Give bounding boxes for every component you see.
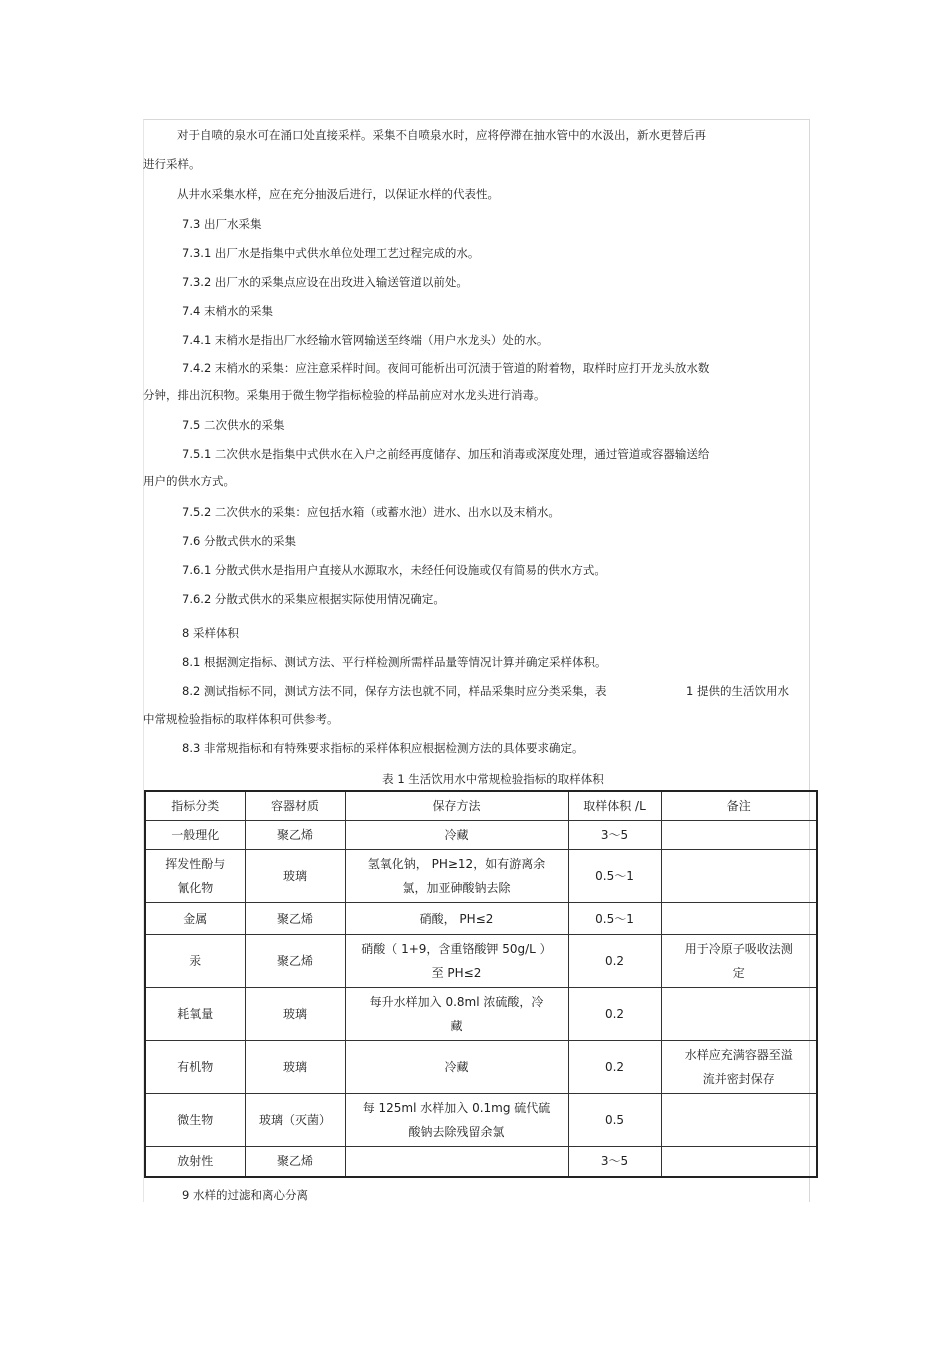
cell-category xyxy=(145,1094,245,1147)
cell-note xyxy=(661,821,817,850)
cell-category-line: 一般理化 xyxy=(171,828,220,842)
paragraph-spring-water: 对于自喷的泉水可在涌口处直接采样。采集不自喷泉水时，应将停滞在抽水管中的水汲出，新水更替后再 xyxy=(177,128,706,142)
heading-7-3: 7.3 出厂水采集 xyxy=(182,217,262,231)
cell-category-line: 金属 xyxy=(183,911,208,926)
cell-method-line: 每升水样加入 0.8ml 浓硫酸，冷 xyxy=(369,995,544,1009)
cell-note-line: 定 xyxy=(732,966,745,980)
cell-category xyxy=(145,988,245,1041)
paragraph-7-3-2: 7.3.2 出厂水的采集点应设在出玫进入输送管道以前处。 xyxy=(182,275,468,289)
paragraph-well-water: 从井水采集水样，应在充分抽汲后进行，以保证水样的代表性。 xyxy=(177,187,499,201)
paragraph-8-2-tail: 1 提供的生活饮用水 xyxy=(686,684,789,698)
cell-category-line: 挥发性酚与 xyxy=(165,857,226,871)
cell-container: 聚乙烯 xyxy=(245,821,345,850)
cell-note xyxy=(661,1094,817,1147)
paragraph-7-3-1: 7.3.1 出厂水是指集中式供水单位处理工艺过程完成的水。 xyxy=(182,246,480,260)
cell-note xyxy=(661,903,817,935)
cell-category-line: 有机物 xyxy=(177,1060,214,1074)
cell-method-line: 氢氧化钠， PH≥12，如有游离余 xyxy=(367,857,546,871)
cell-volume: 0.2 xyxy=(568,1041,661,1094)
cell-note-line: 水样应充满容器至溢 xyxy=(684,1048,793,1062)
cell-note-line: 流并密封保存 xyxy=(702,1072,775,1086)
cell-container: 聚乙烯 xyxy=(245,903,345,935)
paragraph-spring-water-cont: 进行采样。 xyxy=(143,157,201,171)
cell-category-line: 汞 xyxy=(189,954,202,968)
table-caption: 表 1 生活饮用水中常规检验指标的取样体积 xyxy=(382,772,604,786)
cell-method xyxy=(345,821,568,850)
heading-9: 9 水样的过滤和离心分离 xyxy=(182,1188,308,1202)
paragraph-7-6-2: 7.6.2 分散式供水的采集应根据实际使用情况确定。 xyxy=(182,592,445,606)
cell-note xyxy=(661,850,817,903)
header-category: 指标分类 xyxy=(145,791,245,821)
cell-category-line: 耗氧量 xyxy=(177,1007,214,1021)
cell-container: 玻璃 xyxy=(245,988,345,1041)
table-row xyxy=(145,1147,817,1177)
cell-method xyxy=(345,1041,568,1094)
cell-category-line: 放射性 xyxy=(177,1154,214,1169)
header-method: 保存方法 xyxy=(345,791,568,821)
table-row xyxy=(145,821,817,850)
table-row xyxy=(145,850,817,903)
paragraph-7-5-1-cont: 用户的供水方式。 xyxy=(143,474,235,488)
cell-category xyxy=(145,1041,245,1094)
cell-container: 聚乙烯 xyxy=(245,935,345,988)
cell-container: 玻璃 xyxy=(245,850,345,903)
heading-7-5: 7.5 二次供水的采集 xyxy=(182,418,285,432)
cell-note-line: 用于冷原子吸收法测 xyxy=(684,942,793,956)
paragraph-7-5-2: 7.5.2 二次供水的采集：应包括水箱（或蓄水池）进水、出水以及末梢水。 xyxy=(182,505,560,519)
cell-volume: 0.2 xyxy=(568,988,661,1041)
cell-method xyxy=(345,903,568,935)
paragraph-8-3: 8.3 非常规指标和有特殊要求指标的采样体积应根据检测方法的具体要求确定。 xyxy=(182,741,584,755)
cell-method-line: 冷藏 xyxy=(444,828,469,842)
paragraph-8-2: 8.2 测试指标不同，测试方法不同，保存方法也就不同，样品采集时应分类采集，表 xyxy=(182,684,607,698)
paragraph-8-1: 8.1 根据测定指标、测试方法、平行样检测所需样品量等情况计算并确定采样体积。 xyxy=(182,655,607,669)
paragraph-7-4-2: 7.4.2 末梢水的采集：应注意采样时间。夜间可能析出可沉渍于管道的附着物，取样时应打开龙头放水数 xyxy=(182,361,710,375)
table-header-row xyxy=(145,791,817,821)
sampling-volume-table xyxy=(144,790,818,1178)
cell-note xyxy=(661,935,817,988)
cell-category xyxy=(145,903,245,935)
table-row xyxy=(145,903,817,935)
cell-volume: 0.5～1 xyxy=(568,850,661,903)
cell-method-line: 每 125ml 水样加入 0.1mg 硫代硫 xyxy=(362,1101,551,1115)
paragraph-8-2-cont: 中常规检验指标的取样体积可供参考。 xyxy=(143,712,339,726)
header-note: 备注 xyxy=(661,791,817,821)
cell-volume: 0.5 xyxy=(568,1094,661,1147)
cell-method xyxy=(345,850,568,903)
cell-method-line: 冷藏 xyxy=(444,1060,469,1074)
cell-volume: 3～5 xyxy=(568,821,661,850)
cell-method-line: 硝酸， PH≤2 xyxy=(419,911,494,926)
cell-method xyxy=(345,1147,568,1177)
header-container: 容器材质 xyxy=(245,791,345,821)
heading-7-6: 7.6 分散式供水的采集 xyxy=(182,534,296,548)
cell-category-line: 微生物 xyxy=(177,1113,214,1127)
cell-category xyxy=(145,850,245,903)
cell-volume: 3～5 xyxy=(568,1147,661,1177)
cell-method-line: 硝酸（ 1+9，含重铬酸钾 50g/L ） xyxy=(361,942,552,956)
cell-method xyxy=(345,935,568,988)
cell-container: 聚乙烯 xyxy=(245,1147,345,1177)
paragraph-7-4-2-cont: 分钟，排出沉积物。采集用于微生物学指标检验的样品前应对水龙头进行消毒。 xyxy=(143,388,546,402)
cell-method xyxy=(345,988,568,1041)
table-row xyxy=(145,935,817,988)
cell-method-line: 酸钠去除残留余氯 xyxy=(408,1125,505,1139)
heading-7-4: 7.4 末梢水的采集 xyxy=(182,304,273,318)
cell-note xyxy=(661,1041,817,1094)
cell-volume: 0.2 xyxy=(568,935,661,988)
cell-category xyxy=(145,821,245,850)
paragraph-7-5-1: 7.5.1 二次供水是指集中式供水在入户之前经再度储存、加压和消毒或深度处理，通过管道或容器输送给 xyxy=(182,447,710,461)
cell-category xyxy=(145,1147,245,1177)
cell-category xyxy=(145,935,245,988)
heading-8: 8 采样体积 xyxy=(182,626,239,640)
table-row xyxy=(145,988,817,1041)
cell-category-line: 氰化物 xyxy=(177,881,214,895)
cell-note xyxy=(661,1147,817,1177)
cell-method xyxy=(345,1094,568,1147)
paragraph-7-4-1: 7.4.1 末梢水是指出厂水经输水管网输送至终端（用户水龙头）处的水。 xyxy=(182,333,549,347)
cell-volume: 0.5～1 xyxy=(568,903,661,935)
cell-method-line: 藏 xyxy=(450,1019,463,1033)
cell-method-line: 至 PH≤2 xyxy=(431,966,482,980)
header-volume: 取样体积 /L xyxy=(568,791,661,821)
cell-container: 玻璃 xyxy=(245,1041,345,1094)
table-row xyxy=(145,1041,817,1094)
paragraph-7-6-1: 7.6.1 分散式供水是指用户直接从水源取水，未经任何设施或仅有简易的供水方式。 xyxy=(182,563,606,577)
table-row xyxy=(145,1094,817,1147)
cell-container: 玻璃（灭菌） xyxy=(245,1094,345,1147)
cell-method-line: 氯，加亚砷酸钠去除 xyxy=(402,881,511,895)
cell-note xyxy=(661,988,817,1041)
